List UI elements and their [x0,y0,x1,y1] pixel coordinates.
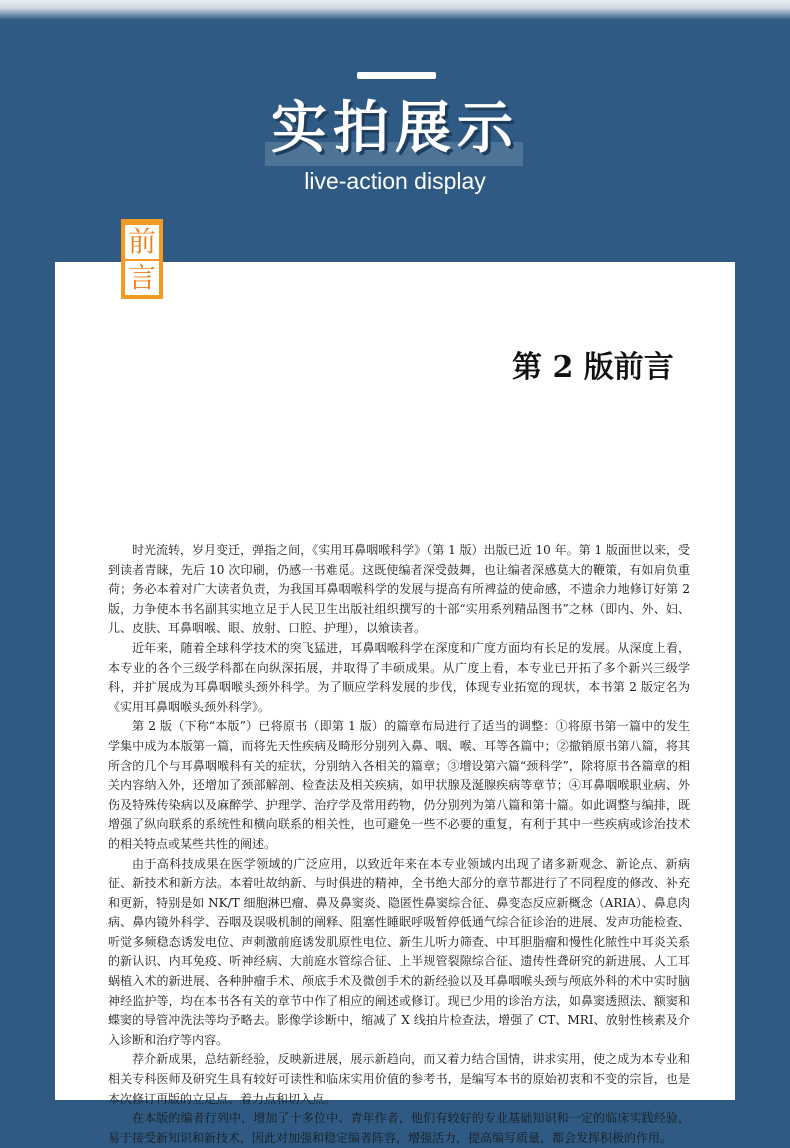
title-decoration-bar [357,72,436,79]
paragraph: 时光流转，岁月变迁，弹指之间，《实用耳鼻咽喉科学》（第 1 版）出版已近 10 年。第 1 版面世以来，受到读者青睐，先后 10 次印刷，仍感一书难觅。这既使编者深受鼓舞，也让编者深感莫大的鞭策，有如肩负重荷；务必本着对广大读者负责，为我国耳鼻咽喉科学的发展与提高有所裨益的使命感，不遗余力地修订好第 2 版，力争使本书名副其实地立足于人民卫生出版社组织撰写的十部“实用系列精品图书”之林（即内、外、妇、儿、皮肤、耳鼻咽喉、眼、放射、口腔、护理），以飨读者。 [108,543,690,636]
paragraph: 荐介新成果，总结新经验，反映新进展，展示新趋向，而又着力结合国情，讲求实用，使之成为本专业和相关专科医师及研究生具有较好可读性和临床实用价值的参考书，是编写本书的原始初衷和不变的宗旨，也是本次修订再版的立足点、着力点和切入点。 [108,1052,690,1106]
paragraph: 第 2 版（下称“本版”）已将原书（即第 1 版）的篇章布局进行了适当的调整：①将原书第一篇中的发生学集中成为本版第一篇，而将先天性疾病及畸形分别列入鼻、咽、喉、耳等各篇中；②撤销原书第八篇，将其所含的几个与耳鼻咽喉科有关的症状，分别纳入各相关的篇章；③增设第六篇“颈科学”，除将原书各篇章的相关内容纳入外，还增加了颈部解剖、检查法及相关疾病，如甲状腺及涎腺疾病等章节；④耳鼻咽喉职业病、外伤及特殊传染病以及麻醉学、护理学、治疗学及常用药物，仍分别列为第八篇和第十篇。如此调整与编排，既增强了纵向联系的系统性和横向联系的相关性，也可避免一些不必要的重复，有利于其中一些疾病或诊治技术的相关特点或某些共性的阐述。 [108,719,690,851]
top-gradient [0,0,790,20]
section-tag-char-2: 言 [125,261,159,295]
paragraph: 近年来，随着全球科学技术的突飞猛进，耳鼻咽喉科学在深度和广度方面均有长足的发展。从深度上看，本专业的各个三级学科都在向纵深拓展，并取得了丰硕成果。从广度上看，本专业已开拓了多个新兴三级学科，并扩展成为耳鼻咽喉头颈外科学。为了顺应学科发展的步伐，体现专业拓宽的现状，本书第 2 版定名为《实用耳鼻咽喉头颈外科学》。 [108,640,690,714]
section-tag [121,219,163,299]
paragraph: 在本版的编者行列中，增加了十多位中、青年作者，他们有较好的专业基础知识和一定的临床实践经验，易于接受新知识和新技术，因此对加强和稳定编者阵容，增强活力，提高编写质量，都会发挥积极的作用。 [108,1111,690,1145]
paragraph: 由于高科技成果在医学领域的广泛应用，以致近年来在本专业领域内出现了诸多新观念、新论点、新病征、新技术和新方法。本着吐故纳新、与时俱进的精神，全书绝大部分的章节都进行了不同程度的修改、补充和更新，特别是如 NK/T 细胞淋巴瘤、鼻及鼻窦炎、隐匿性鼻窦综合征、鼻变态反应新概念（ARIA）、鼻息肉病、鼻内镜外科学、吞咽及误吸机制的阐释、阻塞性睡眠呼吸暂停低通气综合征诊治的进展、发声功能检查、听觉多频稳态诱发电位、声刺激前庭诱发肌原性电位、新生儿听力筛查、中耳胆脂瘤和慢性化脓性中耳炎关系的新认识、内耳免疫、听神经病、大前庭水管综合征、上半规管裂隙综合征、遗传性聋研究的新进展、人工耳蜗植入术的新进展、各种肿瘤手术、颅底手术及微创手术的新经验以及耳鼻咽喉头颈与颅底外科的术中实时脑神经监护等，均在本书各有关的章节中作了相应的阐述或修订。现已少用的诊治方法，如鼻窦透照法、额窦和蝶窦的导管冲洗法等均予略去。影像学诊断中，缩减了 X 线拍片检查法，增强了 CT、MRI、放射性核素及介入诊断和治疗等内容。 [108,856,690,1047]
banner-subtitle: live-action display [304,168,486,194]
banner-title: 实拍展示 [271,96,519,161]
document-title: 第 2 版前言 [512,350,674,385]
section-tag-char-1: 前 [125,225,159,259]
document-body [108,541,690,1148]
